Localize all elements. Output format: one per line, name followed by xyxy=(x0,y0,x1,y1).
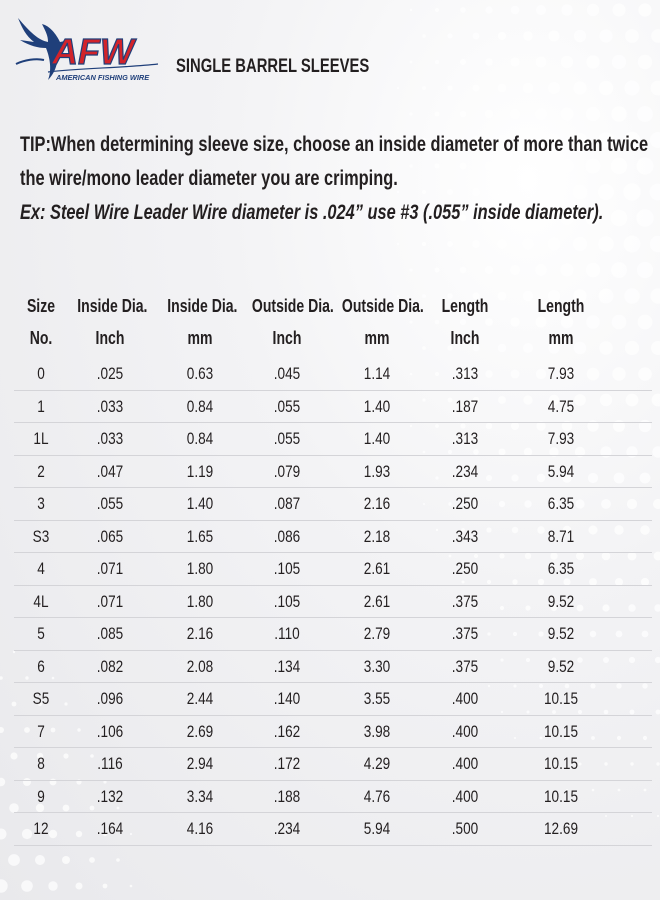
cell-length-inch: .187 xyxy=(451,396,479,416)
header-length-mm: Length mm xyxy=(537,296,585,348)
cell-inside-dia-mm: 0.84 xyxy=(186,429,214,448)
cell-inside-dia-inch: .082 xyxy=(96,656,124,676)
cell-length-inch: .234 xyxy=(451,461,479,481)
cell-length-inch: .250 xyxy=(451,494,479,513)
cell-inside-dia-inch: .055 xyxy=(96,494,124,513)
header-outside-dia-mm: Outside Dia. mm xyxy=(341,296,424,348)
cell-length-inch: .500 xyxy=(451,819,479,838)
cell-outside-dia-inch: .079 xyxy=(273,461,301,481)
header-inside-dia-mm: Inside Dia. mm xyxy=(167,296,238,348)
cell-size: 5 xyxy=(37,624,45,643)
table-row xyxy=(14,358,652,391)
cell-outside-dia-mm: 1.14 xyxy=(363,364,391,383)
afw-logo xyxy=(12,14,162,94)
table-row xyxy=(14,423,652,456)
cell-length-mm: 10.15 xyxy=(543,721,579,741)
cell-length-mm: 9.52 xyxy=(547,624,575,643)
cell-length-inch: .375 xyxy=(451,591,479,611)
cell-outside-dia-mm: 3.98 xyxy=(363,721,391,741)
cell-inside-dia-inch: .065 xyxy=(96,526,124,546)
cell-inside-dia-mm: 1.80 xyxy=(186,591,214,611)
cell-size: 2 xyxy=(37,461,45,481)
cell-outside-dia-mm: 3.30 xyxy=(363,656,391,676)
cell-inside-dia-mm: 2.44 xyxy=(186,689,214,708)
table-row xyxy=(14,553,652,586)
cell-inside-dia-inch: .132 xyxy=(96,786,124,806)
cell-inside-dia-mm: 4.16 xyxy=(186,819,214,838)
cell-size: 12 xyxy=(33,819,49,838)
cell-inside-dia-mm: 2.16 xyxy=(186,624,214,643)
cell-inside-dia-mm: 1.80 xyxy=(186,559,214,578)
table-row xyxy=(14,683,652,716)
table-row xyxy=(14,488,652,521)
cell-outside-dia-inch: .188 xyxy=(273,786,301,806)
cell-length-inch: .375 xyxy=(451,656,479,676)
logo-subtitle: AMERICAN FISHING WIRE xyxy=(56,73,150,82)
cell-length-inch: .343 xyxy=(451,526,479,546)
cell-length-mm: 9.52 xyxy=(547,591,575,611)
table-row xyxy=(14,586,652,619)
cell-inside-dia-mm: 0.84 xyxy=(186,396,214,416)
cell-outside-dia-mm: 2.16 xyxy=(363,494,391,513)
cell-outside-dia-inch: .105 xyxy=(273,591,301,611)
cell-inside-dia-mm: 2.94 xyxy=(186,754,214,773)
cell-size: 9 xyxy=(37,786,45,806)
cell-outside-dia-mm: 4.29 xyxy=(363,754,391,773)
table-row xyxy=(14,456,652,489)
cell-outside-dia-mm: 4.76 xyxy=(363,786,391,806)
header-inside-dia-inch: Inside Dia. Inch xyxy=(77,296,148,348)
cell-outside-dia-inch: .086 xyxy=(273,526,301,546)
cell-outside-dia-inch: .134 xyxy=(273,656,301,676)
table-row xyxy=(14,748,652,781)
cell-length-mm: 6.35 xyxy=(547,559,575,578)
cell-inside-dia-inch: .096 xyxy=(96,689,124,708)
cell-size: 4L xyxy=(33,591,49,611)
cell-length-mm: 7.93 xyxy=(547,364,575,383)
cell-inside-dia-mm: 3.34 xyxy=(186,786,214,806)
cell-size: 1 xyxy=(37,396,45,416)
header-outside-dia-inch: Outside Dia. Inch xyxy=(251,296,334,348)
cell-length-mm: 10.15 xyxy=(543,689,579,708)
table-row xyxy=(14,521,652,554)
cell-inside-dia-mm: 2.69 xyxy=(186,721,214,741)
cell-inside-dia-inch: .071 xyxy=(96,591,124,611)
table-header xyxy=(14,290,652,358)
cell-outside-dia-inch: .140 xyxy=(273,689,301,708)
cell-length-mm: 4.75 xyxy=(547,396,575,416)
cell-inside-dia-inch: .047 xyxy=(96,461,124,481)
logo-wordmark: AFW xyxy=(52,31,134,72)
cell-inside-dia-inch: .025 xyxy=(96,364,124,383)
cell-length-mm: 10.15 xyxy=(543,786,579,806)
cell-outside-dia-inch: .055 xyxy=(273,396,301,416)
cell-outside-dia-mm: 1.93 xyxy=(363,461,391,481)
tip-line-1: TIP:When determining sleeve size, choose an inside diameter of more than twice xyxy=(20,133,649,156)
table-row xyxy=(14,813,652,846)
cell-length-mm: 9.52 xyxy=(547,656,575,676)
tip-example: Ex: Steel Wire Leader Wire diameter is .024” use #3 (.055” inside diameter). xyxy=(20,201,604,224)
table-row xyxy=(14,618,652,651)
cell-outside-dia-mm: 2.61 xyxy=(363,559,391,578)
cell-outside-dia-mm: 1.40 xyxy=(363,396,391,416)
cell-inside-dia-inch: .164 xyxy=(96,819,124,838)
cell-outside-dia-mm: 2.61 xyxy=(363,591,391,611)
tip-block xyxy=(20,128,649,230)
cell-size: 6 xyxy=(37,656,45,676)
cell-inside-dia-mm: 1.19 xyxy=(186,461,214,481)
cell-length-mm: 8.71 xyxy=(547,526,575,546)
table-row xyxy=(14,716,652,749)
cell-outside-dia-mm: 1.40 xyxy=(363,429,391,448)
cell-outside-dia-mm: 2.18 xyxy=(363,526,391,546)
cell-length-inch: .400 xyxy=(451,754,479,773)
cell-inside-dia-mm: 0.63 xyxy=(186,364,214,383)
cell-length-mm: 6.35 xyxy=(547,494,575,513)
cell-inside-dia-inch: .106 xyxy=(96,721,124,741)
cell-length-inch: .400 xyxy=(451,786,479,806)
tip-line-2: the wire/mono leader diameter you are crimping. xyxy=(20,167,398,190)
header-size: Size No. xyxy=(26,296,56,348)
cell-outside-dia-mm: 2.79 xyxy=(363,624,391,643)
cell-outside-dia-mm: 3.55 xyxy=(363,689,391,708)
cell-inside-dia-inch: .085 xyxy=(96,624,124,643)
table-row xyxy=(14,651,652,684)
cell-size: S5 xyxy=(32,689,50,708)
cell-size: 1L xyxy=(33,429,49,448)
cell-outside-dia-inch: .234 xyxy=(273,819,301,838)
cell-size: 7 xyxy=(37,721,45,741)
cell-length-inch: .250 xyxy=(451,559,479,578)
cell-inside-dia-inch: .071 xyxy=(96,559,124,578)
cell-length-mm: 10.15 xyxy=(543,754,579,773)
cell-size: S3 xyxy=(32,526,50,546)
cell-length-inch: .375 xyxy=(451,624,479,643)
cell-length-mm: 5.94 xyxy=(547,461,575,481)
cell-size: 0 xyxy=(37,364,45,383)
cell-inside-dia-mm: 1.65 xyxy=(186,526,214,546)
cell-length-mm: 7.93 xyxy=(547,429,575,448)
cell-length-inch: .400 xyxy=(451,689,479,708)
cell-outside-dia-inch: .162 xyxy=(273,721,301,741)
table-body xyxy=(14,358,652,846)
cell-outside-dia-inch: .110 xyxy=(274,624,300,643)
cell-inside-dia-mm: 2.08 xyxy=(186,656,214,676)
cell-length-mm: 12.69 xyxy=(543,819,579,838)
cell-outside-dia-mm: 5.94 xyxy=(363,819,391,838)
cell-inside-dia-inch: .116 xyxy=(97,754,123,773)
cell-size: 3 xyxy=(37,494,45,513)
cell-outside-dia-inch: .087 xyxy=(273,494,301,513)
cell-outside-dia-inch: .055 xyxy=(273,429,301,448)
table-row xyxy=(14,391,652,424)
cell-inside-dia-inch: .033 xyxy=(96,429,124,448)
table-row xyxy=(14,781,652,814)
cell-size: 8 xyxy=(37,754,45,773)
page-title: SINGLE BARREL SLEEVES xyxy=(176,56,370,77)
cell-length-inch: .400 xyxy=(451,721,479,741)
cell-length-inch: .313 xyxy=(451,364,479,383)
cell-length-inch: .313 xyxy=(451,429,479,448)
cell-inside-dia-inch: .033 xyxy=(96,396,124,416)
cell-size: 4 xyxy=(37,559,45,578)
cell-outside-dia-inch: .172 xyxy=(273,754,301,773)
cell-outside-dia-inch: .105 xyxy=(273,559,301,578)
header-length-inch: Length Inch xyxy=(441,296,489,348)
cell-inside-dia-mm: 1.40 xyxy=(186,494,214,513)
cell-outside-dia-inch: .045 xyxy=(273,364,301,383)
